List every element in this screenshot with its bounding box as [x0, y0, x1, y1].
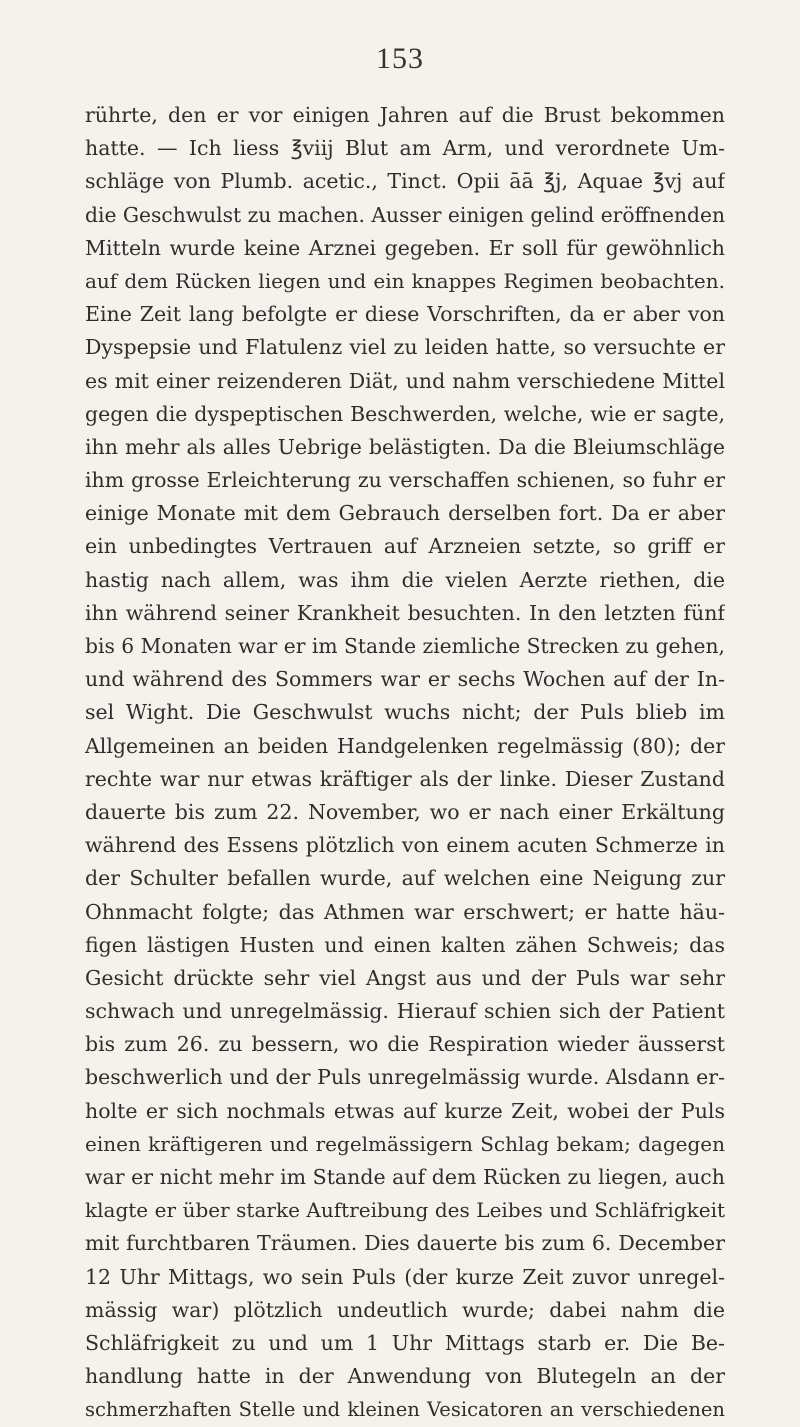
- text-line: Eine Zeit lang befolgte er diese Vorschriften, da er aber von: [85, 302, 725, 327]
- text-line: beschwerlich und der Puls unregelmässig wurde. Alsdann er-: [85, 1065, 725, 1090]
- text-line: schwach und unregelmässig. Hierauf schien sich der Patient: [85, 999, 725, 1024]
- text-line: die Geschwulst zu machen. Ausser einigen gelind eröffnenden: [85, 202, 725, 227]
- text-line: handlung hatte in der Anwendung von Blutegeln an der: [85, 1364, 725, 1389]
- text-line: klagte er über starke Auftreibung des Leibes und Schläfrigkeit: [85, 1198, 725, 1223]
- text-line: war er nicht mehr im Stande auf dem Rücken zu liegen, auch: [85, 1165, 725, 1189]
- text-line: der Schulter befallen wurde, auf welchen eine Neigung zur: [85, 866, 725, 891]
- text-line: hastig nach allem, was ihm die vielen Aerzte riethen, die: [85, 567, 725, 592]
- text-line: Gesicht drückte sehr viel Angst aus und der Puls war sehr: [85, 965, 725, 990]
- text-line: einige Monate mit dem Gebrauch derselben fort. Da er aber: [85, 501, 725, 526]
- text-line: ihm grosse Erleichterung zu verschaffen schienen, so fuhr er: [85, 468, 725, 493]
- text-line: mässig war) plötzlich undeutlich wurde; dabei nahm die: [85, 1297, 725, 1322]
- text-line: schläge von Plumb. acetic., Tinct. Opii āā ℥j, Aquae ℥vj auf: [85, 169, 725, 194]
- text-line: Dyspepsie und Flatulenz viel zu leiden hatte, so versuchte er: [85, 335, 725, 360]
- text-line: auf dem Rücken liegen und ein knappes Regimen beobachten.: [85, 268, 725, 293]
- body-text: [85, 99, 725, 1427]
- text-line: sel Wight. Die Geschwulst wuchs nicht; der Puls blieb im: [85, 700, 725, 725]
- text-line: rechte war nur etwas kräftiger als der linke. Dieser Zustand: [85, 766, 725, 791]
- text-line: holte er sich nochmals etwas auf kurze Zeit, wobei der Puls: [85, 1098, 725, 1123]
- text-line: bis zum 26. zu bessern, wo die Respiration wieder äusserst: [85, 1032, 725, 1057]
- text-line: ein unbedingtes Vertrauen auf Arzneien setzte, so griff er: [85, 534, 725, 559]
- text-line: hatte. — Ich liess ℥viij Blut am Arm, und verordnete Um-: [85, 136, 725, 161]
- text-line: Ohnmacht folgte; das Athmen war erschwert; er hatte häu-: [85, 899, 725, 924]
- text-line: einen kräftigeren und regelmässigern Schlag bekam; dagegen: [85, 1131, 725, 1156]
- text-line: es mit einer reizenderen Diät, und nahm verschiedene Mittel: [85, 368, 725, 393]
- text-line: figen lästigen Husten und einen kalten zähen Schweis; das: [85, 932, 725, 957]
- page-number: 153: [376, 42, 424, 75]
- text-line: schmerzhaften Stelle und kleinen Vesicatoren an verschiedenen: [85, 1398, 725, 1422]
- text-line: Schläfrigkeit zu und um 1 Uhr Mittags starb er. Die Be-: [85, 1330, 725, 1355]
- text-line: Mitteln wurde keine Arznei gegeben. Er soll für gewöhnlich: [85, 235, 725, 260]
- text-line: ihn mehr als alles Uebrige belästigten. Da die Bleiumschläge: [85, 434, 725, 459]
- text-line: 12 Uhr Mittags, wo sein Puls (der kurze Zeit zuvor unregel-: [85, 1264, 725, 1289]
- text-line: bis 6 Monaten war er im Stande ziemliche Strecken zu gehen,: [85, 634, 725, 658]
- text-line: und während des Sommers war er sechs Wochen auf der In-: [85, 667, 725, 692]
- text-line: gegen die dyspeptischen Beschwerden, welche, wie er sagte,: [85, 401, 725, 426]
- text-line: während des Essens plötzlich von einem acuten Schmerze in: [85, 833, 725, 858]
- text-line: rührte, den er vor einigen Jahren auf die Brust bekommen: [85, 103, 725, 127]
- text-line: dauerte bis zum 22. November, wo er nach einer Erkältung: [85, 799, 725, 824]
- text-line: mit furchtbaren Träumen. Dies dauerte bis zum 6. December: [85, 1231, 725, 1256]
- text-line: Allgemeinen an beiden Handgelenken regelmässig (80); der: [85, 733, 725, 758]
- text-line: ihn während seiner Krankheit besuchten. In den letzten fünf: [85, 600, 725, 625]
